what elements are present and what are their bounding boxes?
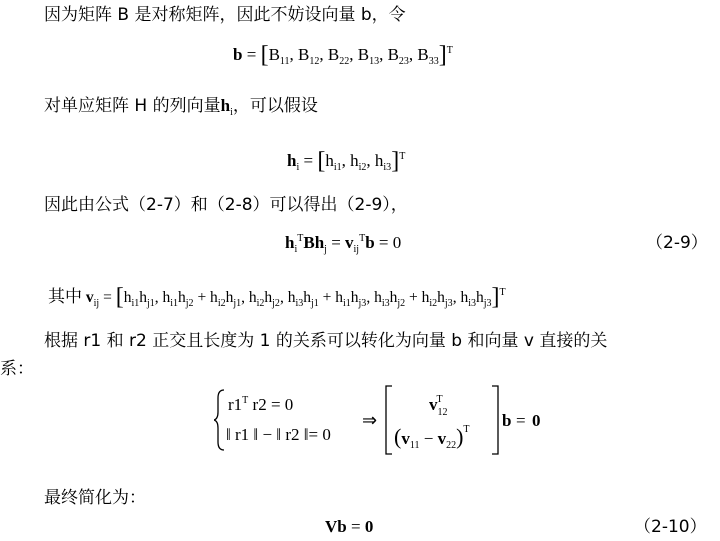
qizhong-label: 其中: [48, 287, 82, 307]
equation-2-9: $h_i^TBh_j = v_{ij}^Tb = 0$: [285, 233, 402, 255]
equation-v-ij: 其中 $v_{ij} = [h_{i1}h_{j1}$, $h_{i1}h_{j2} + h_{i2}h_{j1}$, $h_{i2}h_{j2}$, $h_{i3}h_{j1} + h_{i1}h_{j3}$, $h_{i3}h_{j2} + h_{i2}h_{j3}$, $h_{i3}h_{j3}]^T$: [48, 284, 506, 310]
text-line-column-vector: 对单应矩阵 H 的列向量$h_i$，可以假设: [44, 96, 318, 118]
text-line-formula-derivation: 因此由公式（2-7）和（2-8）可以得出（2-9），: [44, 195, 408, 215]
equation-number-2-9: （2-9）: [646, 233, 708, 253]
equation-h-i: $h_i = [h_{i1}$, $h_{i2}$, $h_{i3}]^T$: [287, 148, 406, 174]
text-line-final-simplification: 最终简化为：: [44, 488, 146, 508]
text-line-orthogonal-relation-cont: 系：: [0, 359, 34, 379]
svg-text:‖ r1 ‖ − ‖ r2 ‖= 0: ‖ r1 ‖ − ‖ r2 ‖= 0: [226, 425, 331, 444]
equation-2-10: Vb = 0: [325, 517, 374, 536]
text-line-orthogonal-relation: 根据 r1 和 r2 正交且长度为 1 的关系可以转化为向量 b 和向量 v 直接的关: [44, 331, 608, 351]
svg-text:0: 0: [532, 411, 541, 430]
svg-text:=: =: [516, 411, 526, 430]
equation-number-2-10: （2-10）: [634, 517, 707, 537]
svg-text:r1T r2 = 0: $r1^T$ r2 = 0: [228, 395, 294, 414]
svg-text:b: b: [502, 411, 512, 430]
equation-b-vector: $b = [B_{11}$, $B_{12}$, $B_{22}$, $B_{13}$, $B_{23}$, $B_{33}]^T$: [233, 42, 453, 68]
text-line-column-vector-a: 对单应矩阵 H 的列向量: [44, 96, 221, 116]
svg-text:⇒: ⇒: [362, 410, 378, 431]
equation-system-r1-r2: [214, 384, 554, 456]
text-line-b-definition: 因为矩阵 B 是对称矩阵，因此不妨设向量 b，令: [44, 5, 406, 25]
svg-text:v12T: $v_{12}T$: [429, 394, 448, 418]
svg-text:(v11 − v22)T: $(v_{11} - v_{22})^T$: [394, 424, 470, 451]
text-line-column-vector-b: ，可以假设: [232, 96, 318, 116]
